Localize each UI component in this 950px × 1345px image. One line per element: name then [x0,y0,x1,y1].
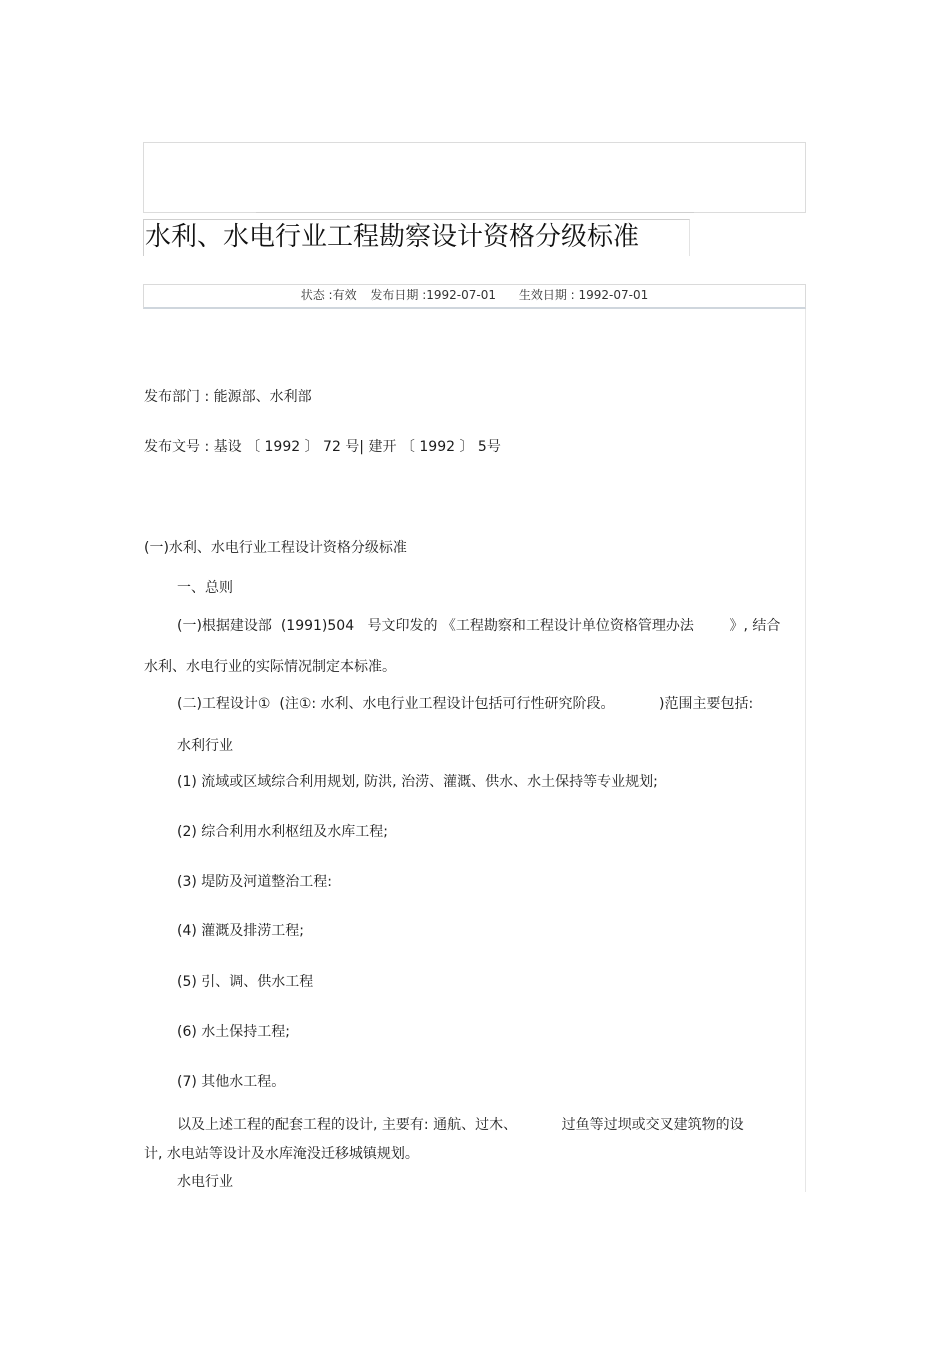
paragraph-2: (二)工程设计① (注①: 水利、水电行业工程设计包括可行性研究阶段。 )范围主要包括: [177,696,754,712]
hydro-industry-heading: 水电行业 [177,1174,233,1190]
list-item: (2) 综合利用水利枢纽及水库工程; [177,824,388,840]
list-item: (7) 其他水工程。 [177,1074,286,1090]
status-publish-date: 发布日期 :1992-07-01 [370,288,497,302]
water-industry-heading: 水利行业 [177,738,233,754]
page-title: 水利、水电行业工程勘察设计资格分级标准 [145,222,640,252]
paragraph-3-line-1: 以及上述工程的配套工程的设计, 主要有: 通航、过木、 过鱼等过坝或交叉建筑物的设 [177,1117,744,1133]
paragraph-1-line-2: 水利、水电行业的实际情况制定本标准。 [144,659,396,675]
status-state: 状态 :有效 [300,288,357,302]
department-line: 发布部门 : 能源部、水利部 [144,389,312,405]
status-line [143,284,806,306]
list-item: (6) 水土保持工程; [177,1024,290,1040]
list-item: (5) 引、调、供水工程 [177,974,314,990]
list-item: (3) 堤防及河道整治工程: [177,874,332,890]
status-effective-date: 生效日期 : 1992-07-01 [518,288,649,302]
general-heading: 一、总则 [177,580,233,596]
list-item: (4) 灌溉及排涝工程; [177,923,304,939]
section-title: (一)水利、水电行业工程设计资格分级标准 [144,540,407,556]
doc-number-line: 发布文号 : 基设 〔 1992 〕 72 号| 建开 〔 1992 〕 5号 [144,439,501,455]
header-divider [256,212,694,213]
paragraph-1-line-1: (一)根据建设部 (1991)504 号文印发的 《工程勘察和工程设计单位资格管理办法 》, 结合 [177,618,781,634]
list-item: (1) 流域或区域综合利用规划, 防洪, 治涝、灌溉、供水、水土保持等专业规划; [177,774,658,790]
paragraph-3-line-2: 计, 水电站等设计及水库淹没迁移城镇规划。 [144,1146,419,1162]
header-frame [143,142,806,213]
